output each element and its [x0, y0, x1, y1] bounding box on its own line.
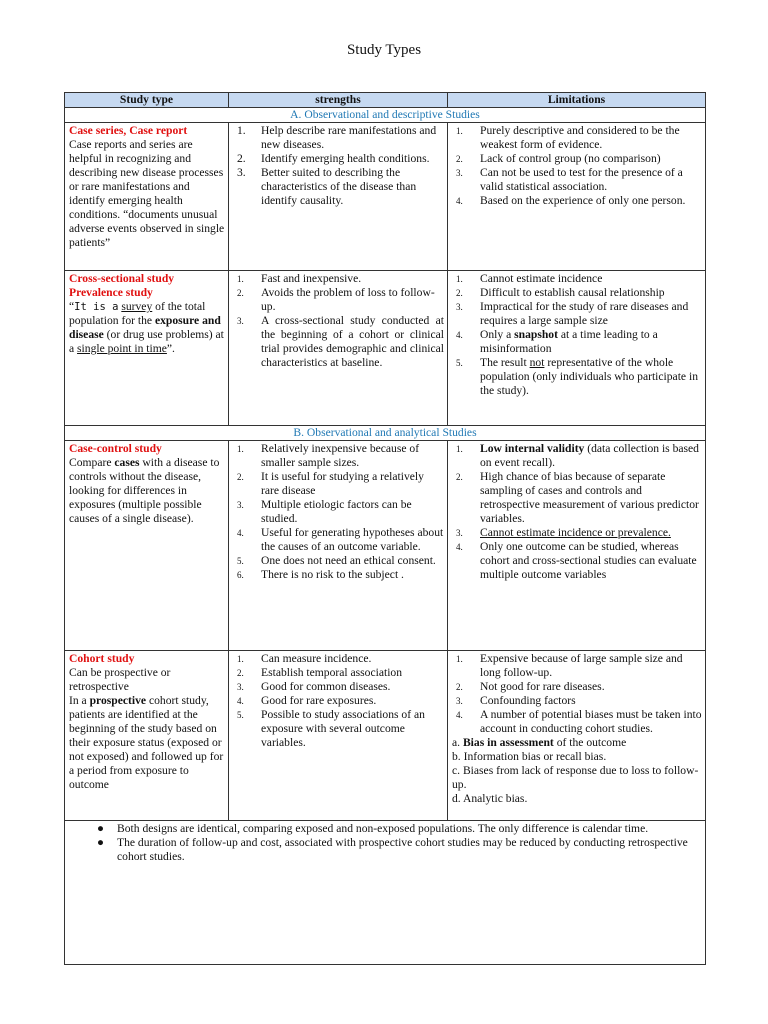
list-item: 2. Difficult to establish causal relationship [456, 286, 665, 299]
list-item: 1. Relatively inexpensive because of smaller sample sizes. [237, 442, 420, 469]
list-item: 3. A cross-sectional study conducted at the beginning of a cohort or clinical trial provides demographic and clinical characteristics at baseline. [237, 314, 444, 369]
header-study-type: Study type [65, 93, 229, 108]
list-item: 4. Good for rare exposures. [237, 694, 377, 707]
study-type-cell [65, 271, 229, 426]
bias-item: b. Information bias or recall bias. [452, 750, 607, 763]
study-name: Cross-sectional study [69, 272, 175, 285]
bias-item: c. Biases from lack of response due to loss to follow-up. [452, 764, 699, 791]
list-item: 4. Useful for generating hypotheses about the causes of an outcome variable. [237, 526, 444, 553]
note-item: ● The duration of follow-up and cost, associated with prospective cohort studies may be reduced by conducting retrospective cohort studies. [97, 836, 688, 863]
list-item: 3. Better suited to describing the characteristics of the disease than identify causality. [237, 166, 417, 207]
list-item: 3. Cannot estimate incidence or prevalence. [456, 526, 671, 539]
study-description-detail: In a prospective cohort study, patients are identified at the beginning of the study based on their exposure status (exposed or not exposed) and followed up for a period from exposure to outcome [69, 694, 224, 791]
list-item: 6. There is no risk to the subject . [237, 568, 404, 581]
study-type-cell [65, 651, 229, 821]
study-description: “It is a survey of the total population for the exposure and disease (or drug use problems) at a single point in time”. [69, 300, 224, 355]
list-item: 5. Possible to study associations of an exposure with several outcome variables. [237, 708, 425, 749]
strengths-cell [229, 651, 448, 821]
list-item: 1. Expensive because of large sample size and long follow-up. [456, 652, 683, 679]
section-b-heading: B. Observational and analytical Studies [65, 426, 706, 441]
table-row [65, 271, 706, 426]
list-item: 2. Establish temporal association [237, 666, 403, 679]
table-row [65, 651, 706, 821]
list-item: 2. It is useful for studying a relatively rare disease [237, 470, 424, 497]
list-item: 1. Fast and inexpensive. [237, 272, 362, 285]
list-item: 3. Impractical for the study of rare diseases and requires a large sample size [456, 300, 689, 327]
limitations-cell [448, 271, 706, 426]
limitations-cell [448, 123, 706, 271]
header-row [65, 93, 706, 108]
list-item: 2. Avoids the problem of loss to follow-up. [237, 286, 435, 313]
section-b-row [65, 426, 706, 441]
bias-list [452, 736, 702, 806]
list-item: 1. Low internal validity (data collection is based on event recall). [456, 442, 699, 469]
list-item: 1. Purely descriptive and considered to be the weakest form of evidence. [456, 124, 680, 151]
header-limitations: Limitations [448, 93, 706, 108]
limitations-cell [448, 651, 706, 821]
list-item: 3. Multiple etiologic factors can be studied. [237, 498, 412, 525]
study-description: Compare cases with a disease to controls without the disease, looking for differences in exposures (multiple possible causes of a single disease). [69, 456, 220, 525]
bias-item: d. Analytic bias. [452, 792, 528, 805]
list-item: 3. Good for common diseases. [237, 680, 391, 693]
study-name-alt: Prevalence study [69, 286, 153, 299]
study-name: Case series, Case report [69, 124, 188, 137]
bullet-icon: ● [97, 822, 105, 835]
study-name: Cohort study [69, 652, 135, 665]
strengths-cell [229, 271, 448, 426]
strengths-cell [229, 441, 448, 651]
study-description: Case reports and series are helpful in recognizing and describing new disease processes or rare manifestations and identify emerging health conditions. “documents unusual adverse events observed in single patients” [69, 138, 225, 249]
list-item: 3. Can not be used to test for the presence of a valid statistical association. [456, 166, 683, 193]
section-a-row [65, 108, 706, 123]
section-a-heading: A. Observational and descriptive Studies [65, 108, 706, 123]
list-item: 4. Only a snapshot at a time leading to a misinformation [456, 328, 658, 355]
list-item: 5. The result not representative of the whole population (only individuals who participate in the study). [456, 356, 698, 397]
study-type-cell [65, 123, 229, 271]
list-item: 1. Can measure incidence. [237, 652, 372, 665]
study-type-cell [65, 441, 229, 651]
list-item: 2. Not good for rare diseases. [456, 680, 605, 693]
study-name: Case-control study [69, 442, 162, 455]
list-item: 1. Cannot estimate incidence [456, 272, 603, 285]
list-item: 4. Only one outcome can be studied, whereas cohort and cross-sectional studies can evaluate multiple outcome variables [456, 540, 697, 581]
limitations-cell [448, 441, 706, 651]
study-types-table [64, 92, 706, 965]
study-description: Can be prospective or retrospective [69, 666, 171, 693]
list-item: 2. Identify emerging health conditions. [237, 152, 430, 165]
strengths-cell [229, 123, 448, 271]
header-strengths: strengths [229, 93, 448, 108]
table-row [65, 441, 706, 651]
page-title: Study Types [346, 42, 422, 58]
list-item: 4. A number of potential biases must be taken into account in conducting cohort studies. [456, 708, 702, 735]
list-item: 5. One does not need an ethical consent. [237, 554, 436, 567]
table-row [65, 123, 706, 271]
notes-cell [65, 821, 706, 965]
list-item: 3. Confounding factors [456, 694, 576, 707]
note-item: ● Both designs are identical, comparing exposed and non-exposed populations. The only difference is calendar time. [97, 822, 649, 835]
list-item: 1. Help describe rare manifestations and new diseases. [237, 124, 437, 151]
list-item: 2. Lack of control group (no comparison) [456, 152, 661, 165]
notes-row [65, 821, 706, 965]
list-item: 4. Based on the experience of only one person. [456, 194, 686, 207]
bias-item: a. Bias in assessment of the outcome [452, 736, 627, 749]
list-item: 2. High chance of bias because of separate sampling of cases and controls and retrospective measurement of various predictor variables. [456, 470, 699, 525]
bullet-icon: ● [97, 836, 105, 849]
